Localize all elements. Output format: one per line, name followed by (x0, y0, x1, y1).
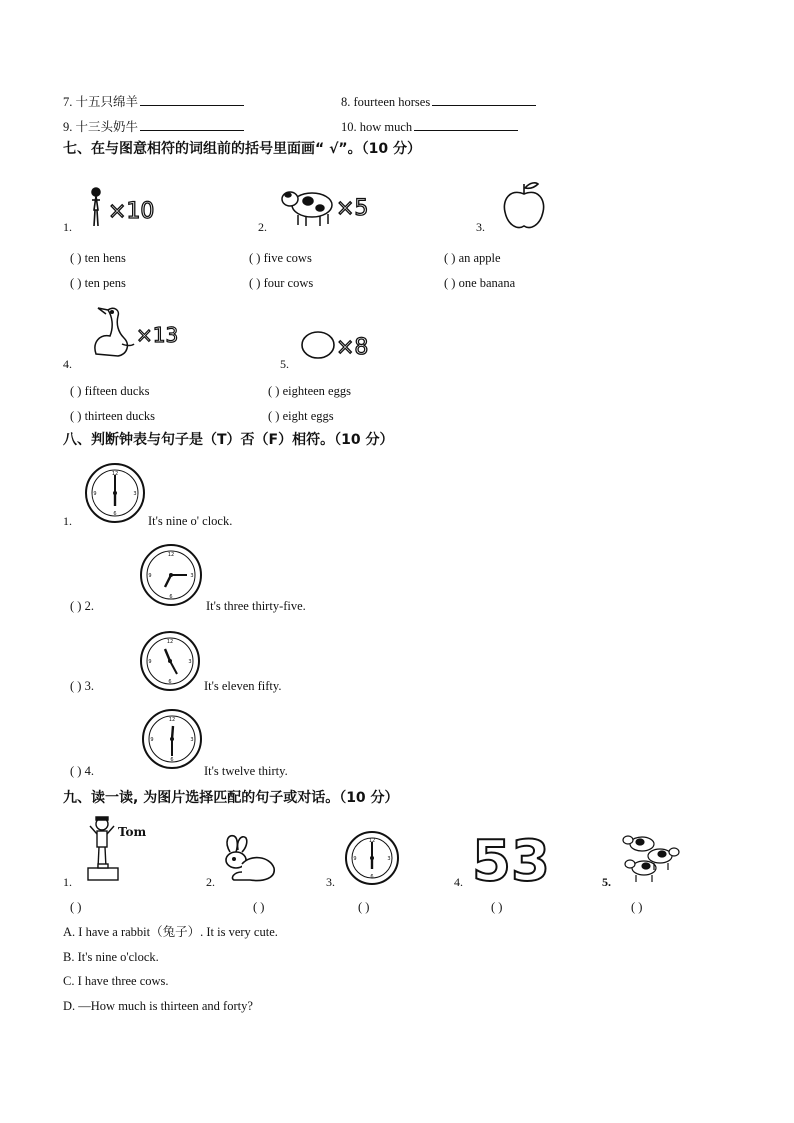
svg-text:12: 12 (167, 552, 175, 558)
answer-blank[interactable] (140, 94, 244, 106)
svg-text:12: 12 (368, 838, 376, 844)
svg-text:12: 12 (111, 471, 119, 477)
clock-icon (139, 630, 201, 692)
clock-sentence: It's nine o' clock. (148, 514, 233, 528)
count-label: ×5 (336, 196, 369, 221)
option-an-apple[interactable]: ( ) an apple (444, 251, 501, 265)
svg-text:3: 3 (190, 573, 194, 579)
q-number: 5. (280, 357, 289, 371)
svg-text:6: 6 (113, 511, 117, 517)
fill-item-10 (341, 119, 518, 134)
answer-bracket-2[interactable]: ( ) 2. (70, 599, 94, 613)
three-cows-picture (622, 830, 682, 886)
boy-picture (82, 186, 164, 230)
svg-text:6: 6 (168, 679, 172, 685)
svg-text:3: 3 (133, 491, 137, 497)
fill-item-label: 9. 十三头奶牛 (63, 120, 139, 134)
clock-sentence: It's three thirty-five. (206, 599, 306, 613)
clock-icon (141, 708, 203, 770)
answer-bracket-3[interactable]: ( ) 3. (70, 679, 94, 693)
fill-item-label: 10. how much (341, 120, 413, 134)
svg-text:6: 6 (169, 594, 173, 600)
count-label: ×8 (336, 335, 369, 360)
answer-blank[interactable] (432, 94, 536, 106)
svg-text:9: 9 (148, 659, 152, 665)
q-number: 3. (326, 875, 335, 889)
section7-title: 七、在与图意相符的词组前的括号里面画“ √”。（10 分） (63, 141, 421, 157)
svg-text:6: 6 (370, 874, 374, 880)
big-number: 53 (472, 829, 550, 894)
duck-picture (88, 302, 184, 362)
cow-picture (278, 183, 368, 229)
clock-icon (139, 543, 203, 607)
q-number: 1. (63, 514, 72, 528)
option-one-banana[interactable]: ( ) one banana (444, 276, 516, 290)
answer-bracket[interactable]: ( ) (491, 900, 503, 914)
q-number: 4. (63, 357, 72, 371)
svg-text:12: 12 (168, 717, 176, 723)
svg-text:9: 9 (148, 573, 152, 579)
svg-text:9: 9 (93, 491, 97, 497)
fill-item-8 (341, 94, 536, 109)
rabbit-picture (220, 832, 282, 886)
q-number: 3. (476, 220, 485, 234)
q-number: 5. (602, 875, 611, 889)
choice-c: C. I have three cows. (63, 974, 169, 988)
answer-bracket[interactable]: ( ) (70, 900, 82, 914)
clock-sentence: It's eleven fifty. (204, 679, 282, 693)
count-label: ×13 (136, 323, 179, 347)
egg-picture (300, 328, 374, 362)
fill-item-label: 7. 十五只绵羊 (63, 95, 139, 109)
fill-item-9 (63, 119, 244, 134)
svg-text:3: 3 (188, 659, 192, 665)
svg-text:3: 3 (190, 737, 194, 743)
answer-bracket-4[interactable]: ( ) 4. (70, 764, 94, 778)
option-eighteen-eggs[interactable]: ( ) eighteen eggs (268, 384, 351, 398)
option-five-cows[interactable]: ( ) five cows (249, 251, 312, 265)
fill-item-label: 8. fourteen horses (341, 95, 431, 109)
option-thirteen-ducks[interactable]: ( ) thirteen ducks (70, 409, 156, 423)
svg-text:6: 6 (170, 757, 174, 763)
svg-text:3: 3 (387, 856, 391, 862)
section9-title: 九、读一读, 为图片选择匹配的句子或对话。（10 分） (63, 790, 399, 806)
answer-blank[interactable] (140, 119, 244, 131)
apple-picture (500, 180, 548, 232)
option-ten-pens[interactable]: ( ) ten pens (70, 276, 126, 290)
q-number: 4. (454, 875, 463, 889)
svg-text:9: 9 (150, 737, 154, 743)
q-number: 1. (63, 875, 72, 889)
answer-bracket[interactable]: ( ) (631, 900, 643, 914)
option-ten-hens[interactable]: ( ) ten hens (70, 251, 126, 265)
choice-d: D. —How much is thirteen and forty? (63, 999, 253, 1013)
section8-title: 八、判断钟表与句子是（T）否（F）相符。（10 分） (63, 432, 394, 448)
number-53-picture (470, 829, 550, 894)
tom-label: Tom (118, 825, 147, 839)
svg-text:9: 9 (353, 856, 357, 862)
choice-b: B. It's nine o'clock. (63, 950, 159, 964)
answer-bracket[interactable]: ( ) (253, 900, 265, 914)
option-eight-eggs[interactable]: ( ) eight eggs (268, 409, 334, 423)
tom-picture (84, 814, 154, 884)
answer-blank[interactable] (414, 119, 518, 131)
q-number: 1. (63, 220, 72, 234)
option-four-cows[interactable]: ( ) four cows (249, 276, 314, 290)
option-fifteen-ducks[interactable]: ( ) fifteen ducks (70, 384, 150, 398)
q-number: 2. (206, 875, 215, 889)
q-number: 2. (258, 220, 267, 234)
svg-text:12: 12 (166, 639, 174, 645)
answer-bracket[interactable]: ( ) (358, 900, 370, 914)
choice-a: A. I have a rabbit（兔子）. It is very cute. (63, 925, 278, 939)
clock-icon (84, 462, 146, 524)
clock-sentence: It's twelve thirty. (204, 764, 288, 778)
fill-item-7 (63, 94, 244, 109)
count-label: ×10 (108, 199, 155, 224)
clock-icon (344, 830, 400, 886)
